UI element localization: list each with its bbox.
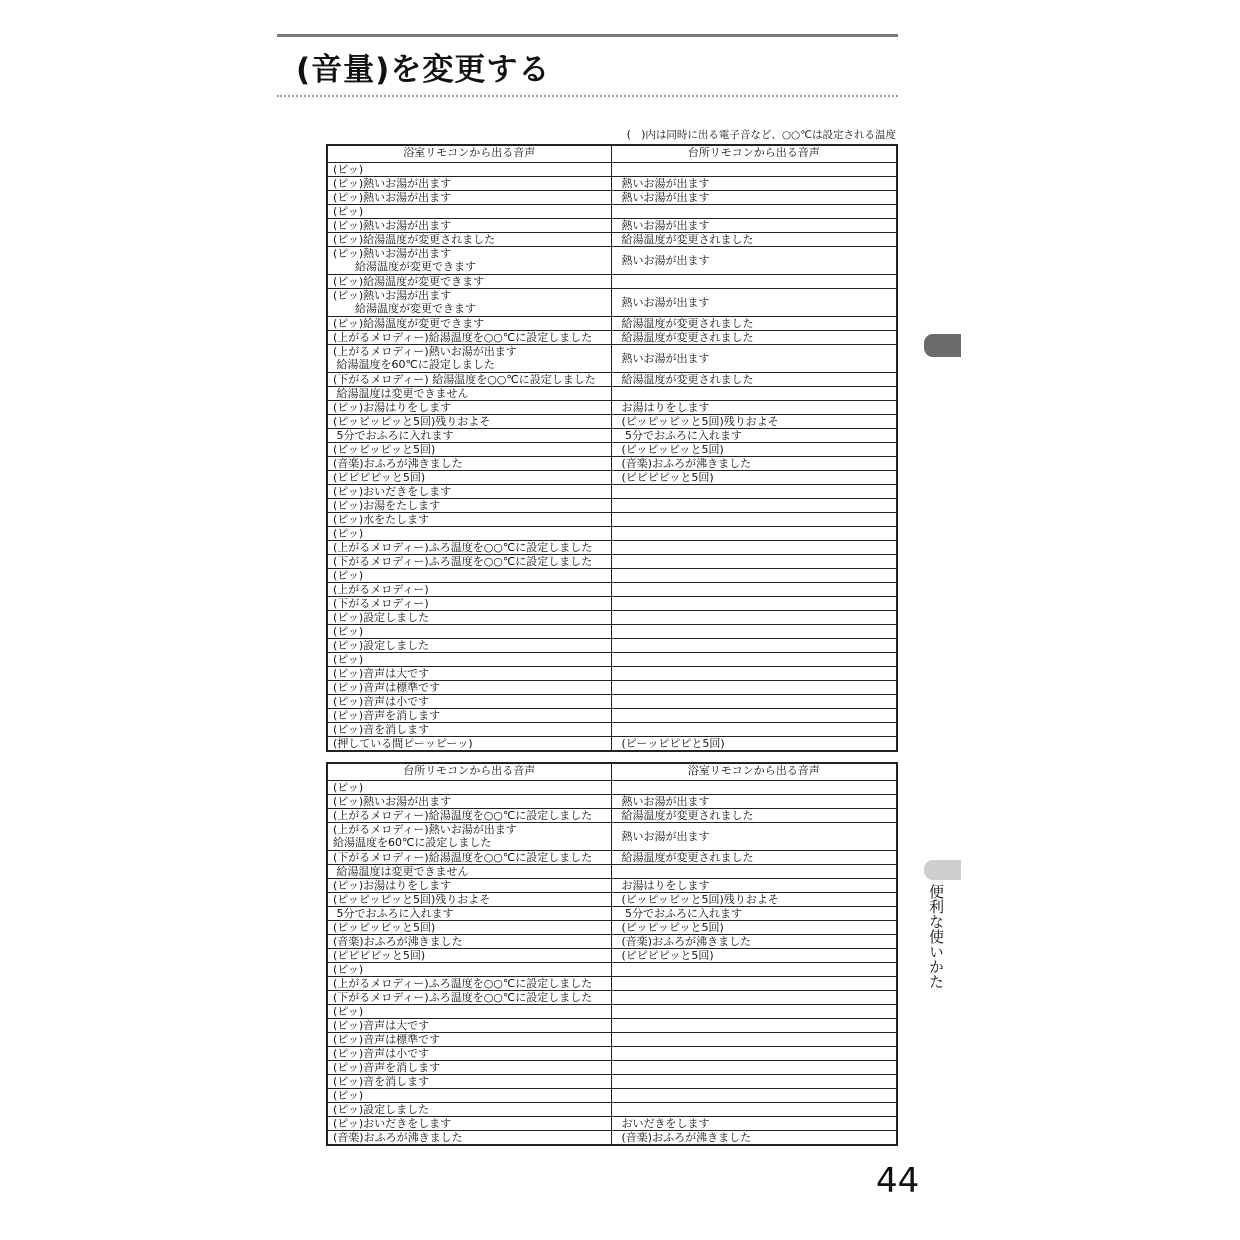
table-row [327,653,897,667]
source-voice-cell: (ピッ)お湯はりをします [327,401,611,415]
table-row [327,569,897,583]
source-voice-cell: (ピッピッピッと5回)残りおよそ [327,893,611,907]
table-row [327,485,897,499]
source-voice-cell: (ピッ)熱いお湯が出ます [327,795,611,809]
page-number: 44 [876,1161,920,1201]
table-row [327,1047,897,1061]
other-remote-voice-cell: (ピッピッピッと5回) [611,921,897,935]
other-remote-voice-cell: (音楽)おふろが沸きました [611,935,897,949]
source-voice-cell: (押している間ピーッピーッ) [327,737,611,752]
table-body [327,781,897,1146]
other-remote-voice-cell [611,1005,897,1019]
other-remote-voice-cell [611,653,897,667]
other-remote-voice-cell: 熱いお湯が出ます [611,289,897,317]
other-remote-voice-cell [611,1033,897,1047]
source-voice-cell: (下がるメロディー) 給湯温度を○○℃に設定しました [327,373,611,387]
source-voice-cell: (ピッ)給湯温度が変更されました [327,233,611,247]
other-remote-voice-cell [611,205,897,219]
table-row [327,907,897,921]
table-row [327,513,897,527]
table-row [327,163,897,177]
table-row [327,879,897,893]
table-row [327,809,897,823]
source-voice-cell: (下がるメロディー)ふろ温度を○○℃に設定しました [327,555,611,569]
other-remote-voice-cell: 熱いお湯が出ます [611,247,897,275]
table-row [327,795,897,809]
source-voice-cell: (ピッ)設定しました [327,611,611,625]
table-row [327,781,897,795]
other-remote-voice-cell: (ピピピピッと5回) [611,471,897,485]
source-voice-cell: 5分でおふろに入れます [327,907,611,921]
other-remote-voice-cell: 熱いお湯が出ます [611,345,897,373]
other-remote-voice-cell [611,611,897,625]
table-row [327,1075,897,1089]
other-remote-voice-cell [611,1047,897,1061]
source-voice-cell: (ピッ)お湯はりをします [327,879,611,893]
other-remote-voice-cell: 熱いお湯が出ます [611,795,897,809]
other-remote-voice-cell: 給湯温度が変更されました [611,233,897,247]
other-remote-voice-cell [611,387,897,401]
other-remote-voice-cell: 熱いお湯が出ます [611,219,897,233]
other-remote-voice-cell [611,485,897,499]
section-tab-dark [924,334,961,357]
other-remote-voice-cell: 5分でおふろに入れます [611,429,897,443]
other-remote-voice-cell [611,555,897,569]
other-remote-voice-cell [611,963,897,977]
table-row [327,921,897,935]
table-row [327,597,897,611]
other-remote-voice-cell: 給湯温度が変更されました [611,331,897,345]
table-row [327,723,897,737]
other-remote-voice-cell [611,639,897,653]
table-row [327,1005,897,1019]
table-row [327,1089,897,1103]
table-row [327,695,897,709]
source-voice-cell: (ピッ)熱いお湯が出ます [327,219,611,233]
table-body [327,163,897,752]
source-voice-cell: (上がるメロディー)ふろ温度を○○℃に設定しました [327,977,611,991]
source-voice-cell: (ピッ)音声は標準です [327,1033,611,1047]
source-voice-cell: (ピピピピッと5回) [327,949,611,963]
column-header: 浴室リモコンから出る音声 [611,763,897,781]
table-row [327,205,897,219]
source-voice-cell: (ピッ)熱いお湯が出ます 給湯温度が変更できます [327,289,611,317]
table-row [327,331,897,345]
table-row [327,541,897,555]
table-note: ( )内は同時に出る電子音など、○○℃は設定される温度 [626,129,896,141]
other-remote-voice-cell [611,499,897,513]
source-voice-cell: (上がるメロディー) [327,583,611,597]
table-row [327,471,897,485]
table-row [327,429,897,443]
other-remote-voice-cell [611,977,897,991]
source-voice-cell: (ピッ)音声を消します [327,1061,611,1075]
other-remote-voice-cell: (ピーッピピピと5回) [611,737,897,752]
table-row [327,737,897,752]
source-voice-cell: (ピッ) [327,163,611,177]
source-voice-cell: (ピッ)音声を消します [327,709,611,723]
source-voice-cell: (ピッ) [327,625,611,639]
source-voice-cell: (ピッピッピッと5回)残りおよそ [327,415,611,429]
other-remote-voice-cell: おいだきをします [611,1117,897,1131]
table-row [327,639,897,653]
source-voice-cell: (ピッ) [327,569,611,583]
table-row [327,823,897,851]
source-voice-cell: (ピッ)おいだきをします [327,1117,611,1131]
source-voice-cell: (ピッ) [327,781,611,795]
other-remote-voice-cell [611,275,897,289]
column-header: 台所リモコンから出る音声 [327,763,611,781]
other-remote-voice-cell [611,1089,897,1103]
source-voice-cell: (ピッ)設定しました [327,639,611,653]
other-remote-voice-cell: 給湯温度が変更されました [611,317,897,331]
table-row [327,991,897,1005]
other-remote-voice-cell: (ピッピッピッと5回)残りおよそ [611,893,897,907]
table-row [327,1061,897,1075]
table-row [327,527,897,541]
other-remote-voice-cell: 熱いお湯が出ます [611,177,897,191]
source-voice-cell: 5分でおふろに入れます [327,429,611,443]
other-remote-voice-cell: 給湯温度が変更されました [611,809,897,823]
source-voice-cell: 給湯温度は変更できません [327,865,611,879]
source-voice-cell: (上がるメロディー)熱いお湯が出ます 給湯温度を60℃に設定しました [327,823,611,851]
table-row [327,317,897,331]
other-remote-voice-cell [611,583,897,597]
source-voice-cell: (ピッ)お湯をたします [327,499,611,513]
source-voice-cell: (ピッ)音を消します [327,723,611,737]
source-voice-cell: (ピッ) [327,527,611,541]
source-voice-cell: (上がるメロディー)熱いお湯が出ます 給湯温度を60℃に設定しました [327,345,611,373]
voice-table-bathroom [326,144,898,752]
source-voice-cell: (ピッ)熱いお湯が出ます 給湯温度が変更できます [327,247,611,275]
table-row [327,247,897,275]
other-remote-voice-cell: (ピピピピッと5回) [611,949,897,963]
other-remote-voice-cell [611,541,897,555]
table-header-row [327,145,897,163]
other-remote-voice-cell [611,597,897,611]
other-remote-voice-cell [611,1061,897,1075]
source-voice-cell: (ピッ)音声は小です [327,1047,611,1061]
other-remote-voice-cell [611,625,897,639]
source-voice-cell: (ピッ)水をたします [327,513,611,527]
other-remote-voice-cell: 給湯温度が変更されました [611,851,897,865]
table-row [327,177,897,191]
source-voice-cell: (音楽)おふろが沸きました [327,457,611,471]
table-row [327,415,897,429]
source-voice-cell: (ピッ)音を消します [327,1075,611,1089]
table-row [327,499,897,513]
table-row [327,345,897,373]
column-header: 浴室リモコンから出る音声 [327,145,611,163]
table-row [327,401,897,415]
other-remote-voice-cell: (ピッピッピッと5回)残りおよそ [611,415,897,429]
other-remote-voice-cell [611,1103,897,1117]
source-voice-cell: (下がるメロディー)給湯温度を○○℃に設定しました [327,851,611,865]
source-voice-cell: (ピッ) [327,1089,611,1103]
table-row [327,977,897,991]
table-row [327,1117,897,1131]
other-remote-voice-cell: (音楽)おふろが沸きました [611,1131,897,1146]
page-title: (音量)を変更する [296,52,551,88]
other-remote-voice-cell [611,695,897,709]
table-row [327,555,897,569]
source-voice-cell: (ピッピッピッと5回) [327,443,611,457]
other-remote-voice-cell: お湯はりをします [611,879,897,893]
table-row [327,443,897,457]
table-row [327,1131,897,1146]
source-voice-cell: (ピッ)おいだきをします [327,485,611,499]
table-row [327,219,897,233]
source-voice-cell: (下がるメロディー)ふろ温度を○○℃に設定しました [327,991,611,1005]
table-row [327,191,897,205]
source-voice-cell: (ピッ)熱いお湯が出ます [327,191,611,205]
other-remote-voice-cell [611,569,897,583]
source-voice-cell: (下がるメロディー) [327,597,611,611]
table-row [327,275,897,289]
source-voice-cell: (ピッピッピッと5回) [327,921,611,935]
table-row [327,681,897,695]
source-voice-cell: (ピッ)熱いお湯が出ます [327,177,611,191]
table-row [327,963,897,977]
table-row [327,289,897,317]
other-remote-voice-cell [611,163,897,177]
table-row [327,935,897,949]
title-dotted-rule [277,95,898,97]
other-remote-voice-cell: 給湯温度が変更されました [611,373,897,387]
source-voice-cell: (上がるメロディー)給湯温度を○○℃に設定しました [327,809,611,823]
table-row [327,1033,897,1047]
source-voice-cell: (上がるメロディー)給湯温度を○○℃に設定しました [327,331,611,345]
other-remote-voice-cell: 5分でおふろに入れます [611,907,897,921]
other-remote-voice-cell [611,667,897,681]
other-remote-voice-cell [611,723,897,737]
source-voice-cell: (ピッ)音声は大です [327,1019,611,1033]
table-row [327,949,897,963]
section-tab-light [924,860,961,880]
other-remote-voice-cell [611,991,897,1005]
source-voice-cell: (ピッ) [327,1005,611,1019]
source-voice-cell: (ピッ)音声は大です [327,667,611,681]
other-remote-voice-cell [611,1075,897,1089]
table-row [327,583,897,597]
other-remote-voice-cell [611,527,897,541]
source-voice-cell: (ピッ)設定しました [327,1103,611,1117]
table-row [327,851,897,865]
source-voice-cell: (音楽)おふろが沸きました [327,935,611,949]
source-voice-cell: (ピッ)給湯温度が変更できます [327,275,611,289]
table-row [327,1103,897,1117]
source-voice-cell: (上がるメロディー)ふろ温度を○○℃に設定しました [327,541,611,555]
other-remote-voice-cell [611,681,897,695]
table-row [327,865,897,879]
source-voice-cell: (ピピピピッと5回) [327,471,611,485]
column-header: 台所リモコンから出る音声 [611,145,897,163]
table-header-row [327,763,897,781]
source-voice-cell: (ピッ) [327,653,611,667]
other-remote-voice-cell: お湯はりをします [611,401,897,415]
source-voice-cell: (ピッ) [327,963,611,977]
source-voice-cell: (ピッ)給湯温度が変更できます [327,317,611,331]
table-row [327,667,897,681]
source-voice-cell: (音楽)おふろが沸きました [327,1131,611,1146]
table-row [327,709,897,723]
other-remote-voice-cell [611,781,897,795]
other-remote-voice-cell: 熱いお湯が出ます [611,191,897,205]
table-row [327,373,897,387]
table-row [327,387,897,401]
source-voice-cell: (ピッ) [327,205,611,219]
table-row [327,233,897,247]
table-row [327,457,897,471]
top-rule [277,34,898,37]
source-voice-cell: (ピッ)音声は小です [327,695,611,709]
table-row [327,893,897,907]
other-remote-voice-cell [611,513,897,527]
table-row [327,1019,897,1033]
other-remote-voice-cell: (ピッピッピッと5回) [611,443,897,457]
side-section-label: 便利な使いかた [927,884,945,989]
voice-table-kitchen [326,762,898,1146]
table-row [327,625,897,639]
other-remote-voice-cell [611,865,897,879]
source-voice-cell: (ピッ)音声は標準です [327,681,611,695]
other-remote-voice-cell: (音楽)おふろが沸きました [611,457,897,471]
table-row [327,611,897,625]
other-remote-voice-cell [611,709,897,723]
other-remote-voice-cell: 熱いお湯が出ます [611,823,897,851]
other-remote-voice-cell [611,1019,897,1033]
source-voice-cell: 給湯温度は変更できません [327,387,611,401]
